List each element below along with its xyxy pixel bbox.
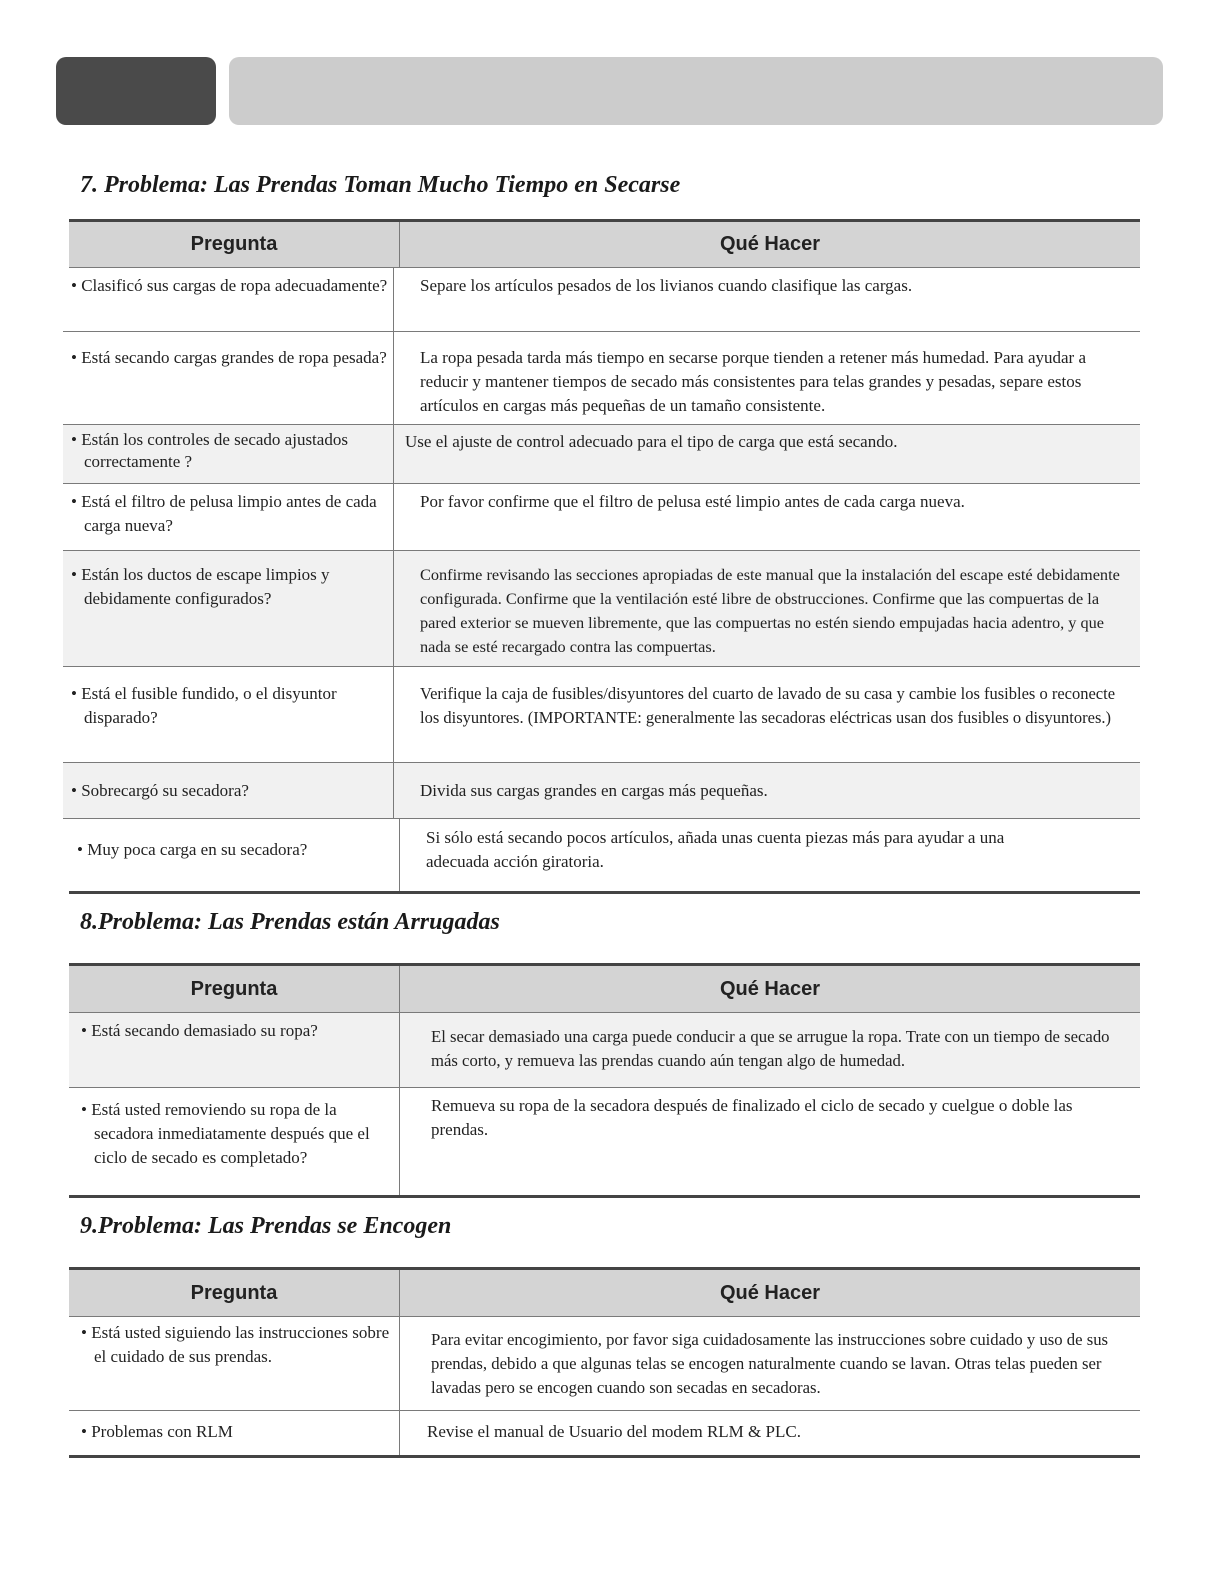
- section-9-title: 9.Problema: Las Prendas se Encogen: [80, 1213, 452, 1239]
- action-text: El secar demasiado una carga puede conducir a que se arrugue la ropa. Trate con un tiempo de secado más corto, y remueva las prendas cuando aún tengan algo de humedad.: [431, 1027, 1110, 1070]
- table-row: [63, 425, 1140, 484]
- action-cell: [394, 763, 1140, 818]
- action-text: Para evitar encogimiento, por favor siga cuidadosamente las instrucciones sobre cuidado y uso de sus prendas, debido a que algunas telas se encogen naturalmente cuando se lavan. Otras telas pueden ser lavadas pero se encogen cuando son secadas en secadoras.: [431, 1330, 1109, 1397]
- question-cell: [63, 551, 394, 666]
- question-text: • Clasificó sus cargas de ropa adecuadamente?: [71, 276, 388, 295]
- question-text: • Sobrecargó su secadora?: [71, 781, 249, 800]
- action-text: Separe los artículos pesados de los livianos cuando clasifique las cargas.: [420, 276, 913, 295]
- question-text: • Está secando cargas grandes de ropa pesada?: [71, 348, 387, 367]
- action-text: Si sólo está secando pocos artículos, añada unas cuenta piezas más para ayudar a una adecuada acción giratoria.: [426, 828, 1005, 871]
- question-cell: [63, 667, 394, 762]
- section-7-title: 7. Problema: Las Prendas Toman Mucho Tiempo en Secarse: [80, 172, 681, 198]
- question-text: • Problemas con RLM: [81, 1422, 233, 1441]
- question-text: • Están los ductos de escape limpios y debidamente configurados?: [71, 565, 330, 608]
- section-9-table-header: [69, 1267, 1140, 1317]
- action-text: Remueva su ropa de la secadora después de finalizado el ciclo de secado y cuelgue o doble las prendas.: [431, 1096, 1073, 1139]
- section-7-table-header: [69, 219, 1140, 268]
- action-cell: [394, 551, 1140, 666]
- action-text: Use el ajuste de control adecuado para el tipo de carga que está secando.: [405, 432, 898, 451]
- action-text: Revise el manual de Usuario del modem RLM & PLC.: [427, 1422, 801, 1441]
- question-cell: [63, 484, 394, 550]
- question-cell: [69, 1317, 400, 1410]
- action-text: Confirme revisando las secciones apropiadas de este manual que la instalación del escape esté debidamente configurada. Confirme que la ventilación esté libre de obstrucciones. Confirme que las compuertas de la pared exterior se mueven libremente, que las compuertas no estén siendo empujadas hacia adentro, y que nada se esté recargado contra las compuertas.: [420, 565, 1120, 656]
- table-row: [69, 1411, 1140, 1458]
- question-cell: [63, 425, 394, 483]
- section-8-title: 8.Problema: Las Prendas están Arrugadas: [80, 909, 500, 935]
- table-row: [63, 551, 1140, 667]
- action-text: La ropa pesada tarda más tiempo en secarse porque tienden a retener más humedad. Para ayudar a reducir y mantener tiempos de secado más consistentes para telas grandes y pesadas, separe estos artículos en cargas más pequeñas de un tamaño consistente.: [420, 348, 1087, 415]
- question-cell: [69, 1411, 400, 1455]
- column-header-question: Pregunta: [69, 966, 400, 1012]
- question-cell: [69, 819, 400, 891]
- question-text: • Muy poca carga en su secadora?: [77, 840, 308, 859]
- column-header-action: Qué Hacer: [719, 977, 821, 1000]
- question-cell: [63, 268, 394, 331]
- action-cell: [394, 484, 1140, 550]
- column-header-action: Qué Hacer: [719, 233, 821, 255]
- action-cell: [394, 268, 1140, 331]
- question-cell: [69, 1088, 400, 1195]
- action-cell: [400, 1088, 1140, 1195]
- header-tab-dark: [56, 57, 216, 125]
- action-text: Divida sus cargas grandes en cargas más pequeñas.: [420, 781, 768, 800]
- action-text: Por favor confirme que el filtro de pelusa esté limpio antes de cada carga nueva.: [420, 492, 965, 511]
- question-cell: [63, 332, 394, 424]
- question-text: • Está secando demasiado su ropa?: [81, 1021, 318, 1040]
- question-text: • Está el fusible fundido, o el disyuntor disparado?: [71, 684, 337, 727]
- column-header-action: Qué Hacer: [719, 1281, 821, 1304]
- action-cell: [400, 1317, 1140, 1410]
- table-row: [63, 667, 1140, 763]
- table-row: [63, 332, 1140, 425]
- table-row: [69, 1317, 1140, 1411]
- question-text: • Está el filtro de pelusa limpio antes de cada carga nueva?: [71, 492, 377, 535]
- question-cell: [63, 763, 394, 818]
- column-header-question: Pregunta: [69, 1270, 400, 1316]
- table-row: [69, 1013, 1140, 1088]
- action-text: Verifique la caja de fusibles/disyuntores del cuarto de lavado de su casa y cambie los fusibles o reconecte los disyuntores. (IMPORTANTE: generalmente las secadoras eléctricas usan dos fusibles o disyuntores.): [420, 684, 1116, 727]
- table-row: [69, 819, 1140, 894]
- table-row: [63, 484, 1140, 551]
- question-text: • Está usted siguiendo las instrucciones sobre el cuidado de sus prendas.: [81, 1323, 390, 1366]
- action-cell: [394, 667, 1140, 762]
- column-header-question: Pregunta: [69, 222, 400, 267]
- question-cell: [69, 1013, 400, 1087]
- question-text: • Está usted removiendo su ropa de la secadora inmediatamente después que el ciclo de secado es completado?: [81, 1100, 370, 1167]
- table-row: [69, 1088, 1140, 1198]
- section-8-table-header: [69, 963, 1140, 1013]
- question-text: • Están los controles de secado ajustados correctamente ?: [71, 430, 348, 471]
- action-cell: [400, 1411, 1140, 1455]
- action-cell: [400, 819, 1140, 891]
- header-bar: [229, 57, 1163, 125]
- table-row: [63, 763, 1140, 819]
- action-cell: [400, 1013, 1140, 1087]
- action-cell: [394, 332, 1140, 424]
- table-row: [63, 268, 1140, 332]
- action-cell: [394, 425, 1140, 483]
